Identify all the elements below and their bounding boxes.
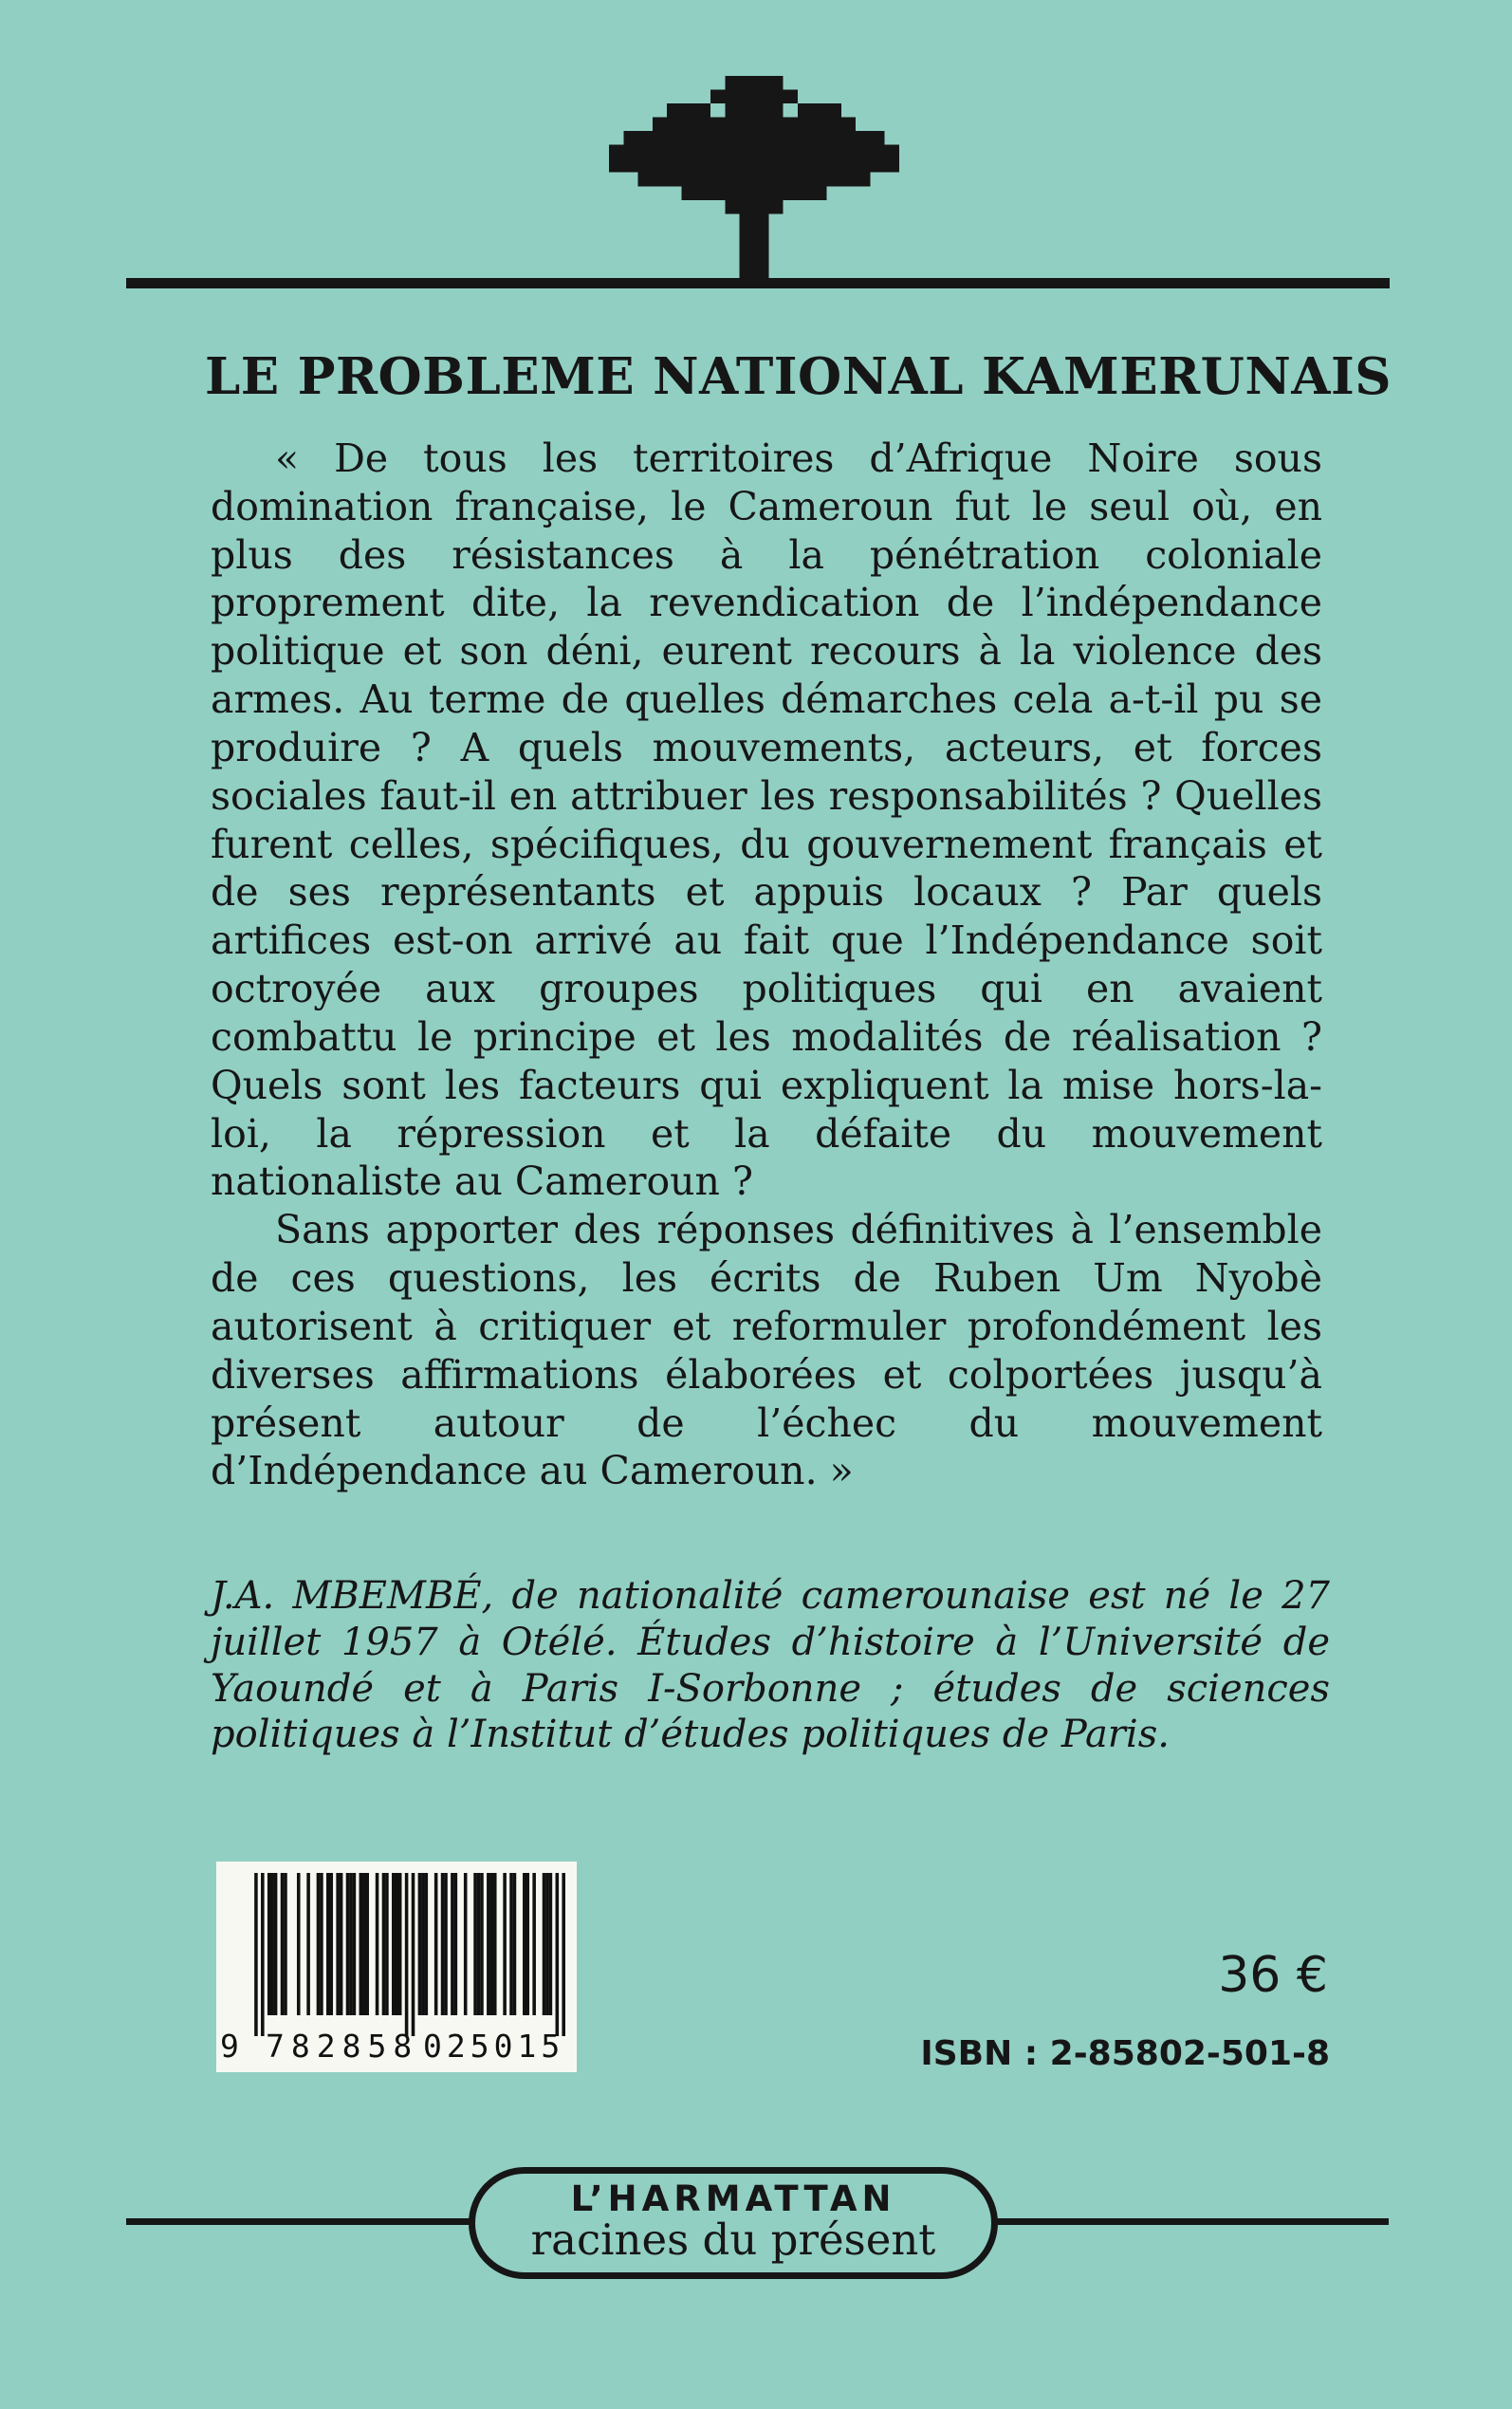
barcode-digits-left: 782858 bbox=[266, 2028, 419, 2065]
page-title: LE PROBLEME NATIONAL KAMERUNAIS bbox=[205, 346, 1392, 406]
back-cover-blurb bbox=[211, 435, 1322, 1495]
publisher-rule-right bbox=[994, 2218, 1389, 2225]
barcode-digits-right: 025015 bbox=[423, 2028, 565, 2065]
blurb-paragraph-1: « De tous les territoires d’Afrique Noire sous domination française, le Cameroun fut le seul où, en plus des résistances à la pénétration coloniale proprement dite, la revendication de l’indépendance politique et son déni, eurent recours à la violence des armes. Au terme de quelles démarches cela a-t-il pu se produire ? A quels mouvements, acteurs, et forces sociales faut-il en attribuer les responsabilités ? Quelles furent celles, spécifiques, du gouvernement français et de ses représentants et appuis locaux ? Par quels artifices est-on arrivé au fait que l’Indépendance soit octroyée aux groupes politiques qui en avaient combattu le principe et les modalités de réalisation ? Quels sont les facteurs qui expliquent la mise hors-la-loi, la répression et la défaite du mouvement nationaliste au Cameroun ? bbox=[211, 435, 1322, 1205]
barcode-digit-lead: 9 bbox=[220, 2028, 239, 2065]
top-rule bbox=[126, 278, 1390, 288]
blurb-paragraph-2: Sans apporter des réponses définitives à l’ensemble de ces questions, les écrits de Ruben Um Nyobè autorisent à critiquer et reformuler profondément les diverses affirmations élaborées et colportées jusqu’à présent autour de l’échec du mouvement d’Indépendance au Cameroun. » bbox=[211, 1207, 1322, 1494]
author-bio-text: J.A. MBEMBÉ, de nationalité camerounaise est né le 27 juillet 1957 à Otélé. Études d’histoire à l’Université de Yaoundé et à Paris I-Sorbonne ; études de sciences politiques à l’Institut d’études politiques de Paris. bbox=[211, 1574, 1330, 1757]
publisher-name: L’HARMATTAN bbox=[570, 2178, 896, 2219]
publisher-logo bbox=[469, 2167, 998, 2279]
isbn-label: ISBN : 2-85802-501-8 bbox=[920, 2034, 1330, 2073]
harmattan-tree-icon bbox=[609, 76, 899, 283]
barcode bbox=[216, 1862, 577, 2072]
price-label: 36 € bbox=[1218, 1947, 1328, 2004]
publisher-tagline: racines du présent bbox=[530, 2214, 936, 2265]
barcode-bars bbox=[254, 1873, 565, 2036]
author-bio bbox=[211, 1573, 1330, 1758]
publisher-rule-left bbox=[126, 2218, 472, 2225]
